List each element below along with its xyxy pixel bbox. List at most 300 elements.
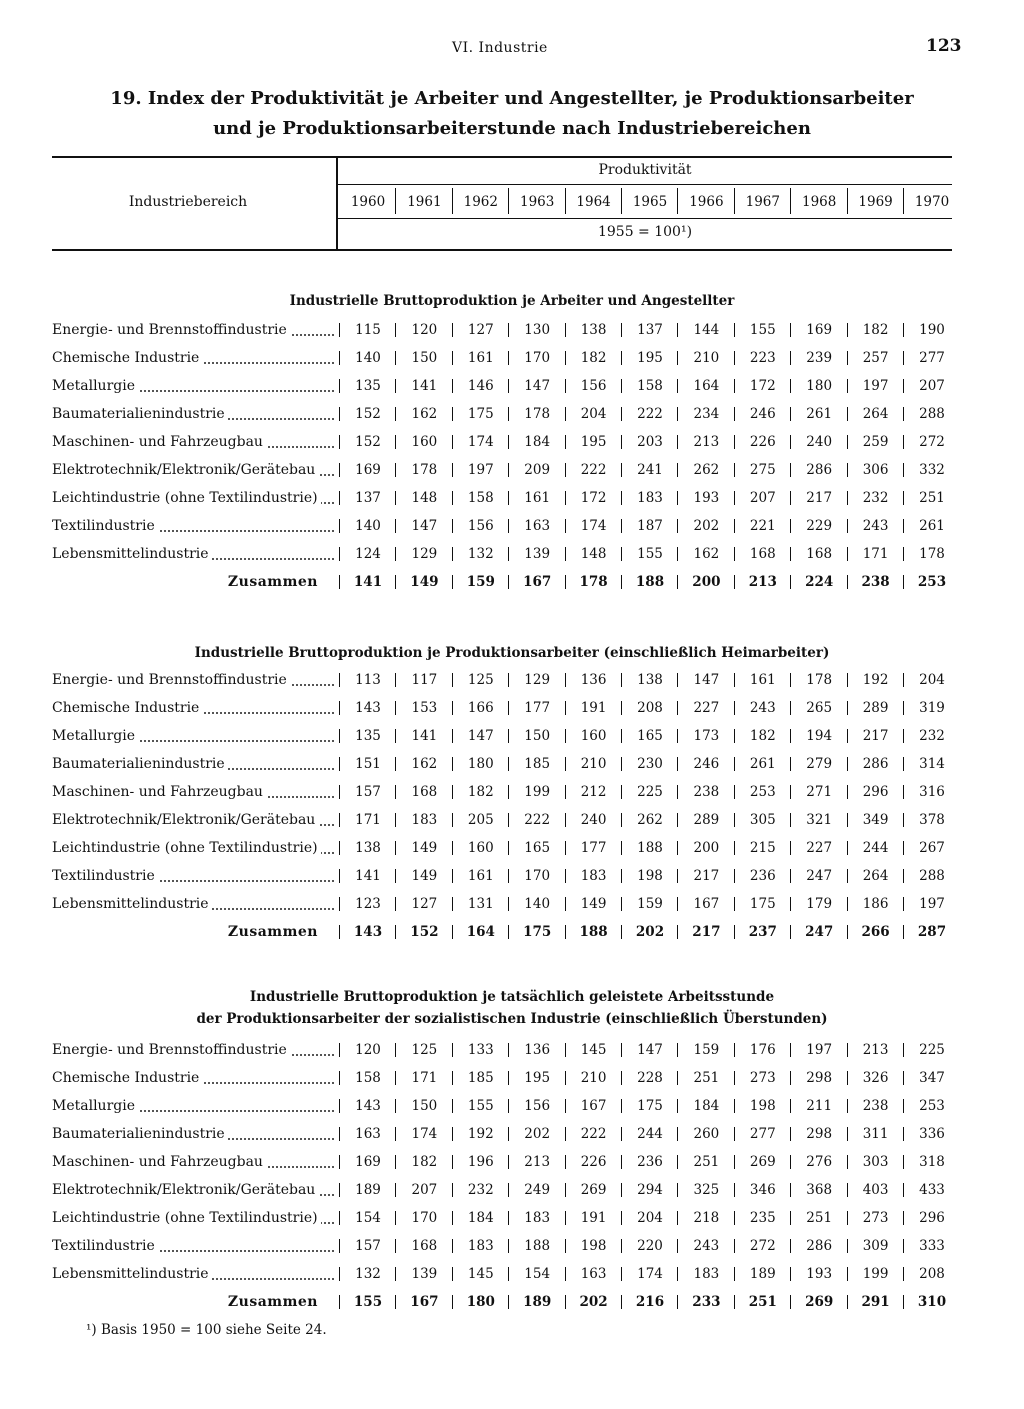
column-separator: [621, 323, 622, 337]
row-label-text: Maschinen- und Fahrzeugbau: [52, 1154, 266, 1170]
column-separator: [847, 1239, 848, 1253]
row-label: [52, 782, 334, 802]
column-separator: [734, 1295, 735, 1309]
value-cell: 183: [637, 490, 663, 506]
value-cell: 184: [524, 434, 551, 450]
value-cell: 149: [580, 896, 607, 912]
column-separator: [677, 785, 678, 799]
value-cell: 183: [693, 1266, 720, 1282]
row-label-text: Lebensmittelindustrie: [52, 1266, 212, 1282]
header-top-rule: [52, 156, 952, 158]
value-cell: 316: [919, 784, 945, 800]
value-cell: 204: [637, 1210, 663, 1226]
column-separator: [677, 379, 678, 393]
column-separator: [508, 519, 509, 533]
column-separator: [621, 1127, 622, 1141]
value-cell: 150: [411, 1098, 438, 1114]
column-separator: [903, 1211, 904, 1225]
column-separator: [847, 1099, 848, 1113]
column-separator: [621, 1071, 622, 1085]
value-cell: 115: [355, 322, 381, 338]
column-separator: [903, 1071, 904, 1085]
column-separator: [677, 1183, 678, 1197]
value-cell: 150: [524, 728, 551, 744]
value-cell: 244: [637, 1126, 663, 1142]
column-separator: [395, 575, 396, 589]
column-separator: [734, 1267, 735, 1281]
value-cell: 294: [637, 1182, 663, 1198]
column-separator: [508, 1211, 509, 1225]
row-label: [52, 516, 334, 536]
row-label: [52, 1040, 334, 1060]
value-cell: 154: [355, 1210, 381, 1226]
column-separator: [734, 841, 735, 855]
column-separator: [790, 813, 791, 827]
column-separator: [677, 1127, 678, 1141]
table-title: [60, 84, 964, 144]
column-separator: [565, 841, 566, 855]
value-cell: 171: [862, 546, 889, 562]
value-cell: 200: [692, 574, 721, 590]
column-separator: [508, 379, 509, 393]
section-title: [60, 290, 964, 312]
column-separator: [734, 673, 735, 687]
column-separator: [452, 1127, 453, 1141]
column-separator: [903, 701, 904, 715]
value-cell: 261: [919, 518, 945, 534]
column-separator: [508, 323, 509, 337]
column-separator: [790, 351, 791, 365]
column-separator: [452, 785, 453, 799]
column-separator: [847, 897, 848, 911]
column-separator: [565, 869, 566, 883]
value-cell: 310: [917, 1294, 947, 1310]
value-cell: 150: [411, 350, 438, 366]
column-separator: [903, 575, 904, 589]
value-cell: 188: [524, 1238, 551, 1254]
value-cell: 143: [353, 924, 383, 940]
value-cell: 291: [861, 1294, 890, 1310]
column-separator: [508, 841, 509, 855]
value-cell: 155: [467, 1098, 494, 1114]
column-separator: [677, 491, 678, 505]
column-separator: [395, 1071, 396, 1085]
value-cell: 161: [749, 672, 776, 688]
value-cell: 182: [467, 784, 494, 800]
value-cell: 209: [524, 462, 551, 478]
column-separator: [565, 1155, 566, 1169]
year-separator: [677, 188, 678, 214]
column-separator: [790, 1127, 791, 1141]
row-label: [52, 376, 334, 396]
column-separator: [565, 785, 566, 799]
column-separator: [395, 785, 396, 799]
value-cell: 175: [523, 924, 552, 940]
column-separator: [734, 491, 735, 505]
value-cell: 225: [919, 1042, 945, 1058]
value-cell: 149: [411, 868, 438, 884]
row-label: [52, 348, 334, 368]
column-separator: [677, 1267, 678, 1281]
row-label-text: Lebensmittelindustrie: [52, 896, 212, 912]
value-cell: 226: [580, 1154, 607, 1170]
column-separator: [339, 785, 340, 799]
column-separator: [847, 519, 848, 533]
value-cell: 266: [861, 924, 890, 940]
value-cell: 120: [355, 1042, 381, 1058]
column-separator: [734, 757, 735, 771]
column-separator: [565, 729, 566, 743]
value-cell: 183: [524, 1210, 551, 1226]
value-cell: 246: [749, 406, 776, 422]
section-title-line: der Produktionsarbeiter der sozialistischen Industrie (einschließlich Überstunden): [196, 1011, 828, 1027]
column-separator: [734, 463, 735, 477]
row-label: [52, 1096, 334, 1116]
value-cell: 217: [806, 490, 833, 506]
value-cell: 236: [637, 1154, 663, 1170]
value-cell: 251: [919, 490, 945, 506]
column-separator: [452, 407, 453, 421]
column-separator: [734, 1239, 735, 1253]
column-separator: [508, 925, 509, 939]
value-cell: 236: [749, 868, 776, 884]
value-cell: 178: [806, 672, 833, 688]
value-cell: 314: [919, 756, 945, 772]
value-cell: 193: [806, 1266, 833, 1282]
row-label-text: Leichtindustrie (ohne Textilindustrie): [52, 490, 321, 506]
column-separator: [677, 1043, 678, 1057]
column-separator: [508, 673, 509, 687]
column-separator: [903, 1155, 904, 1169]
value-cell: 264: [862, 868, 889, 884]
column-separator: [565, 323, 566, 337]
value-cell: 433: [919, 1182, 945, 1198]
column-separator: [395, 379, 396, 393]
value-cell: 153: [411, 700, 438, 716]
column-separator: [677, 1071, 678, 1085]
value-cell: 225: [637, 784, 663, 800]
column-separator: [677, 701, 678, 715]
value-cell: 183: [580, 868, 607, 884]
column-separator: [565, 351, 566, 365]
column-separator: [790, 1239, 791, 1253]
column-separator: [677, 925, 678, 939]
value-cell: 139: [524, 546, 551, 562]
column-separator: [677, 519, 678, 533]
value-cell: 187: [637, 518, 663, 534]
value-cell: 170: [524, 350, 551, 366]
year-separator: [621, 188, 622, 214]
year-separator: [734, 188, 735, 214]
value-cell: 162: [411, 406, 438, 422]
value-cell: 326: [862, 1070, 889, 1086]
value-cell: 147: [693, 672, 720, 688]
column-separator: [847, 869, 848, 883]
column-separator: [790, 841, 791, 855]
column-separator: [790, 547, 791, 561]
year-separator: [452, 188, 453, 214]
column-separator: [565, 519, 566, 533]
value-cell: 347: [919, 1070, 945, 1086]
column-separator: [677, 869, 678, 883]
row-label: [52, 1124, 334, 1144]
column-separator: [790, 323, 791, 337]
value-cell: 164: [693, 378, 720, 394]
value-cell: 177: [524, 700, 551, 716]
column-separator: [452, 1183, 453, 1197]
value-cell: 277: [919, 350, 945, 366]
column-separator: [734, 785, 735, 799]
column-separator: [734, 1099, 735, 1113]
row-label-text: Chemische Industrie: [52, 350, 202, 366]
value-cell: 306: [862, 462, 889, 478]
value-cell: 192: [862, 672, 889, 688]
column-separator: [903, 1099, 904, 1113]
column-separator: [621, 575, 622, 589]
value-cell: 269: [580, 1182, 607, 1198]
value-cell: 178: [919, 546, 945, 562]
row-label: [52, 488, 334, 508]
column-separator: [339, 435, 340, 449]
column-separator: [734, 323, 735, 337]
column-separator: [621, 351, 622, 365]
row-label-text: Chemische Industrie: [52, 700, 202, 716]
section-title: [60, 986, 964, 1030]
value-cell: 151: [355, 756, 381, 772]
value-cell: 167: [410, 1294, 439, 1310]
column-separator: [339, 841, 340, 855]
column-separator: [508, 813, 509, 827]
column-separator: [790, 491, 791, 505]
row-label: [52, 460, 334, 480]
row-label-text: Metallurgie: [52, 378, 138, 394]
column-separator: [339, 351, 340, 365]
column-separator: [395, 1127, 396, 1141]
column-separator: [621, 925, 622, 939]
column-separator: [903, 1183, 904, 1197]
value-cell: 141: [353, 574, 383, 590]
value-cell: 195: [580, 434, 607, 450]
column-separator: [508, 435, 509, 449]
value-cell: 239: [806, 350, 833, 366]
column-separator: [508, 547, 509, 561]
value-cell: 230: [637, 756, 663, 772]
column-separator: [847, 813, 848, 827]
column-separator: [565, 575, 566, 589]
column-separator: [847, 323, 848, 337]
column-separator: [903, 463, 904, 477]
value-cell: 186: [862, 896, 889, 912]
value-cell: 136: [524, 1042, 551, 1058]
column-separator: [734, 813, 735, 827]
column-separator: [508, 407, 509, 421]
value-cell: 175: [749, 896, 776, 912]
value-cell: 174: [411, 1126, 438, 1142]
value-cell: 349: [862, 812, 889, 828]
column-separator: [452, 519, 453, 533]
column-separator: [734, 1071, 735, 1085]
column-separator: [339, 729, 340, 743]
value-cell: 175: [467, 406, 494, 422]
value-cell: 170: [524, 868, 551, 884]
column-separator: [452, 841, 453, 855]
column-separator: [621, 813, 622, 827]
value-cell: 180: [467, 756, 494, 772]
column-separator: [395, 491, 396, 505]
year-heading: 1964: [576, 194, 611, 210]
column-separator: [395, 323, 396, 337]
value-cell: 198: [580, 1238, 607, 1254]
column-separator: [677, 547, 678, 561]
column-separator: [339, 1043, 340, 1057]
column-separator: [508, 575, 509, 589]
value-cell: 213: [862, 1042, 889, 1058]
section-title-line: Industrielle Bruttoproduktion je tatsächlich geleistete Arbeitsstunde: [249, 989, 775, 1005]
value-cell: 235: [749, 1210, 776, 1226]
value-cell: 179: [806, 896, 833, 912]
column-separator: [395, 925, 396, 939]
value-cell: 137: [637, 322, 663, 338]
value-cell: 210: [580, 1070, 607, 1086]
column-separator: [903, 519, 904, 533]
column-separator: [395, 1267, 396, 1281]
value-cell: 120: [411, 322, 438, 338]
value-cell: 113: [355, 672, 381, 688]
value-cell: 174: [637, 1266, 663, 1282]
value-cell: 188: [637, 840, 663, 856]
value-cell: 168: [749, 546, 776, 562]
value-cell: 279: [806, 756, 833, 772]
value-cell: 269: [805, 1294, 834, 1310]
value-cell: 195: [637, 350, 663, 366]
value-cell: 204: [580, 406, 607, 422]
value-cell: 143: [355, 700, 381, 716]
value-cell: 172: [749, 378, 776, 394]
column-separator: [903, 841, 904, 855]
value-cell: 167: [523, 574, 552, 590]
value-cell: 222: [580, 462, 607, 478]
value-cell: 129: [411, 546, 438, 562]
value-cell: 143: [355, 1098, 381, 1114]
value-cell: 176: [749, 1042, 776, 1058]
column-separator: [339, 869, 340, 883]
column-separator: [903, 1295, 904, 1309]
value-cell: 264: [862, 406, 889, 422]
value-cell: 140: [355, 518, 381, 534]
stub-heading: Industriebereich: [128, 194, 248, 210]
value-cell: 217: [862, 728, 889, 744]
value-cell: 168: [411, 1238, 438, 1254]
column-separator: [508, 1127, 509, 1141]
column-separator: [565, 547, 566, 561]
column-separator: [847, 673, 848, 687]
column-separator: [395, 673, 396, 687]
column-separator: [677, 351, 678, 365]
year-separator: [903, 188, 904, 214]
column-separator: [677, 1099, 678, 1113]
value-cell: 257: [862, 350, 889, 366]
column-separator: [734, 1127, 735, 1141]
column-separator: [621, 1155, 622, 1169]
value-cell: 276: [806, 1154, 833, 1170]
value-cell: 158: [355, 1070, 381, 1086]
value-cell: 166: [467, 700, 494, 716]
value-cell: 253: [919, 1098, 945, 1114]
value-cell: 240: [580, 812, 607, 828]
column-separator: [903, 491, 904, 505]
column-separator: [790, 463, 791, 477]
value-cell: 182: [580, 350, 607, 366]
total-label: Zusammen: [227, 1294, 318, 1310]
row-label-text: Elektrotechnik/Elektronik/Gerätebau: [52, 812, 318, 828]
column-separator: [508, 785, 509, 799]
value-cell: 275: [749, 462, 776, 478]
value-cell: 240: [806, 434, 833, 450]
value-cell: 247: [805, 924, 834, 940]
value-cell: 147: [467, 728, 494, 744]
column-separator: [677, 729, 678, 743]
column-separator: [508, 1183, 509, 1197]
column-separator: [903, 1239, 904, 1253]
value-cell: 117: [411, 672, 438, 688]
value-cell: 135: [355, 728, 381, 744]
year-heading: 1961: [407, 194, 442, 210]
page-number: 123: [926, 36, 962, 56]
column-separator: [790, 1071, 791, 1085]
column-separator: [621, 1239, 622, 1253]
value-cell: 378: [919, 812, 945, 828]
value-cell: 159: [466, 574, 495, 590]
column-separator: [677, 673, 678, 687]
column-separator: [790, 729, 791, 743]
column-separator: [903, 323, 904, 337]
value-cell: 144: [693, 322, 720, 338]
column-separator: [565, 1239, 566, 1253]
value-cell: 217: [693, 868, 720, 884]
column-separator: [339, 757, 340, 771]
row-label: [52, 1236, 334, 1256]
value-cell: 288: [919, 868, 945, 884]
year-heading: 1963: [520, 194, 555, 210]
column-separator: [734, 1043, 735, 1057]
column-separator: [508, 1071, 509, 1085]
section-title: [60, 642, 964, 664]
group-underline: [338, 184, 952, 185]
value-cell: 167: [693, 896, 720, 912]
value-cell: 147: [524, 378, 551, 394]
column-separator: [621, 1267, 622, 1281]
value-cell: 157: [355, 784, 381, 800]
value-cell: 168: [806, 546, 833, 562]
column-separator: [734, 519, 735, 533]
column-separator: [903, 729, 904, 743]
column-separator: [339, 673, 340, 687]
column-separator: [903, 813, 904, 827]
section-title-line: Industrielle Bruttoproduktion je Arbeiter und Angestellter: [289, 293, 735, 309]
value-cell: 227: [693, 700, 720, 716]
column-separator: [339, 463, 340, 477]
column-separator: [734, 897, 735, 911]
value-cell: 318: [919, 1154, 945, 1170]
column-separator: [452, 701, 453, 715]
value-cell: 160: [467, 840, 494, 856]
column-separator: [452, 757, 453, 771]
value-cell: 155: [353, 1294, 383, 1310]
column-separator: [452, 813, 453, 827]
value-cell: 163: [524, 518, 551, 534]
value-cell: 210: [693, 350, 720, 366]
column-separator: [734, 407, 735, 421]
